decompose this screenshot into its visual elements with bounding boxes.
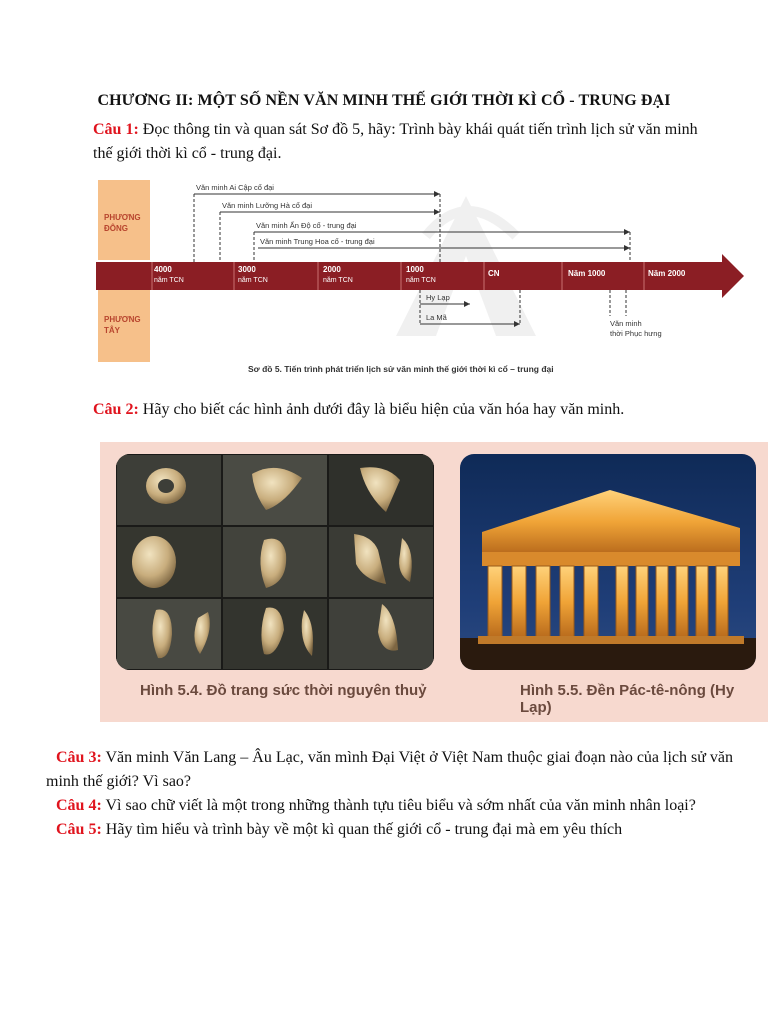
question-5 bbox=[56, 818, 762, 842]
question-5-label: Câu 5: bbox=[56, 821, 102, 838]
question-5-text: Hãy tìm hiểu và trình bày về một kì quan thế giới cổ - trung đại mà em yêu thích bbox=[105, 821, 623, 838]
question-1-text-line1: Đọc thông tin và quan sát Sơ đồ 5, hãy: Trình bày khái quát tiến trình lịch sử văn minh bbox=[142, 121, 698, 138]
ornament-shell bbox=[132, 536, 176, 588]
figure-5-4-caption: Hình 5.4. Đồ trang sức thời nguyên thuỷ bbox=[140, 682, 427, 699]
east-civ-label-4: Văn minh Trung Hoa cổ - trung đại bbox=[260, 237, 375, 246]
figures-panel bbox=[100, 442, 768, 722]
question-4 bbox=[56, 794, 762, 818]
question-4-label: Câu 4: bbox=[56, 797, 102, 814]
question-3-label: Câu 3: bbox=[56, 749, 102, 766]
question-1-label: Câu 1: bbox=[93, 121, 139, 138]
tick-label: 4000 bbox=[154, 265, 172, 274]
west-label-2: TÂY bbox=[104, 326, 120, 335]
question-4-text: Vì sao chữ viết là một trong những thành tựu tiêu biểu và sớm nhất của văn minh nhân loại? bbox=[105, 797, 696, 814]
east-civ-label-1: Văn minh Ai Cập cổ đại bbox=[196, 183, 274, 192]
tick-sublabel: năm TCN bbox=[238, 277, 268, 284]
tick-label: CN bbox=[488, 269, 500, 278]
west-box bbox=[98, 288, 150, 362]
chapter-title: CHƯƠNG II: MỘT SỐ NỀN VĂN MINH THẾ GIỚI THỜI KÌ CỔ - TRUNG ĐẠI bbox=[97, 92, 671, 109]
tick-label: Năm 1000 bbox=[568, 269, 606, 278]
tick-sublabel: năm TCN bbox=[406, 277, 436, 284]
parthenon-image bbox=[460, 454, 756, 670]
tick-label: 1000 bbox=[406, 265, 424, 274]
question-2-label: Câu 2: bbox=[93, 401, 139, 418]
west-civ-label-1: Hy Lạp bbox=[426, 293, 450, 302]
question-1-text-line2: thế giới thời kì cổ - trung đại. bbox=[93, 145, 282, 162]
tick-label: 3000 bbox=[238, 265, 256, 274]
tick-sublabel: năm TCN bbox=[154, 277, 184, 284]
tick-label: Năm 2000 bbox=[648, 269, 686, 278]
question-3-text-line2: minh thế giới? Vì sao? bbox=[46, 773, 192, 790]
tick-label: 2000 bbox=[323, 265, 341, 274]
west-label-1: PHƯƠNG bbox=[104, 315, 141, 324]
renaissance-label-1: Văn minh bbox=[610, 319, 642, 328]
timeline-diagram bbox=[96, 176, 748, 386]
question-1 bbox=[93, 118, 763, 166]
figure-5-5-caption: Hình 5.5. Đền Pác-tê-nông (Hy Lạp) bbox=[520, 682, 735, 716]
east-civ-label-3: Văn minh Ấn Độ cổ - trung đại bbox=[256, 221, 357, 230]
question-3-text-line1: Văn minh Văn Lang – Âu Lạc, văn mình Đại Việt ở Việt Nam thuộc giai đoạn nào của lịch sử văn bbox=[105, 749, 734, 766]
east-label-2: ĐÔNG bbox=[104, 224, 128, 233]
timeline-svg bbox=[96, 176, 748, 386]
jewelry-image bbox=[116, 454, 434, 670]
east-label-1: PHƯƠNG bbox=[104, 213, 141, 222]
question-2 bbox=[93, 398, 763, 422]
question-2-text: Hãy cho biết các hình ảnh dưới đây là biểu hiện của văn hóa hay văn minh. bbox=[142, 401, 625, 418]
question-3 bbox=[46, 746, 762, 794]
west-civ-label-2: La Mã bbox=[426, 313, 447, 322]
east-civ-label-2: Văn minh Lưỡng Hà cổ đại bbox=[222, 201, 312, 210]
renaissance-label-2: thời Phục hưng bbox=[610, 329, 662, 338]
diagram-caption: Sơ đồ 5. Tiến trình phát triển lịch sử văn minh thế giới thời kì cổ – trung đại bbox=[248, 364, 554, 374]
tick-sublabel: năm TCN bbox=[323, 277, 353, 284]
